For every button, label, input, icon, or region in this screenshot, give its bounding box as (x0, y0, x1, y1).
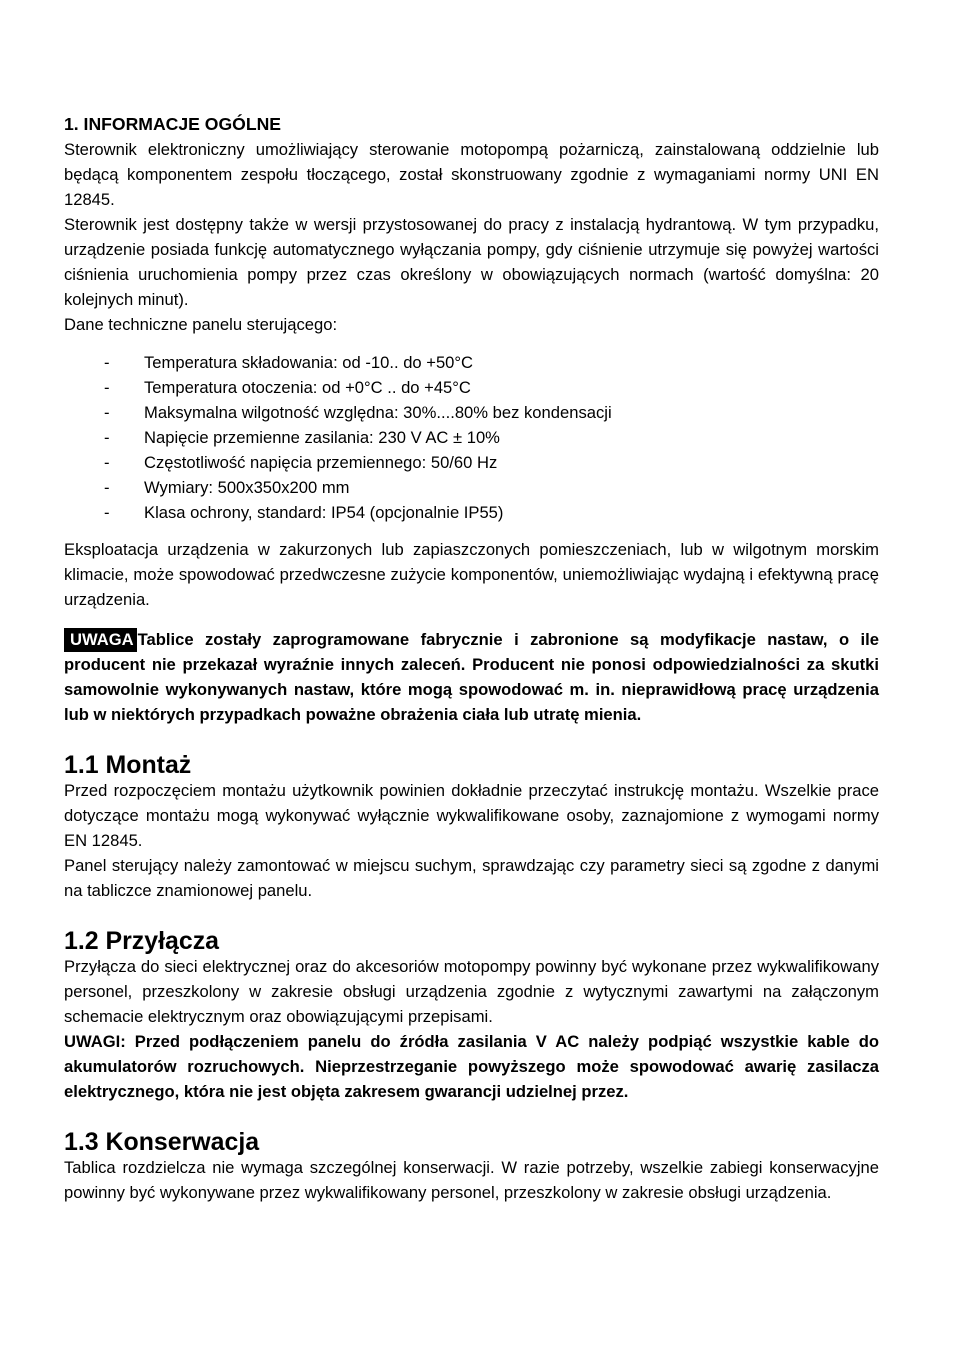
list-bullet: - (104, 503, 110, 522)
spec-text: Napięcie przemienne zasilania: 230 V AC ± 10% (144, 428, 500, 447)
list-bullet: - (104, 453, 110, 472)
spec-text: Maksymalna wilgotność względna: 30%....80% bez kondensacji (144, 403, 612, 422)
spec-text: Temperatura składowania: od -10.. do +50°C (144, 353, 474, 372)
list-item (64, 400, 879, 425)
list-item (64, 375, 879, 400)
warning-badge: UWAGA (64, 628, 137, 652)
list-item (64, 425, 879, 450)
section-1-3-paragraph-1: Tablica rozdzielcza nie wymaga szczególnej konserwacji. W razie potrzeby, wszelkie zabiegi konserwacyjne powinny być wykonywane przez wykwalifikowany personel, przeszkolony w zakresie obsługi urządzenia. (64, 1158, 879, 1202)
warning-notice (64, 627, 879, 727)
list-bullet: - (104, 403, 110, 422)
section-1-2-paragraph-1: Przyłącza do sieci elektrycznej oraz do akcesoriów motopompy powinny być wykonane przez wykwalifikowany personel, przeszkolony w zakresie obsługi urządzenia zgodnie z wytycznymi zawartymi na załączonym schemacie elektrycznym oraz obowiązującymi przepisami. (64, 957, 879, 1026)
warning-text: Tablice zostały zaprogramowane fabrycznie i zabronione są modyfikacje nastaw, o ile producent nie przekazał wyraźnie innych zaleceń. Producent nie ponosi odpowiedzialności za skutki samowolnie wykonywanych nastaw, które mogą spowodować m. in. nieprawidłową pracę urządzenia lub w niektórych przypadkach poważne obrażenia ciała lub utratę mienia. (64, 630, 879, 724)
specs-list (64, 350, 879, 525)
spec-text: Temperatura otoczenia: od +0°C .. do +45°C (144, 378, 471, 397)
spec-text: Częstotliwość napięcia przemiennego: 50/60 Hz (144, 453, 498, 472)
section-1-1-title: 1.1 Montaż (64, 751, 192, 779)
list-bullet: - (104, 378, 110, 397)
section-1-paragraph-2: Sterownik jest dostępny także w wersji przystosowanej do pracy z instalacją hydrantową. W tym przypadku, urządzenie posiada funkcję automatycznego wyłączania pompy, gdy ciśnienie utrzymuje się powyżej wartości ciśnienia uruchomienia pompy przez czas określony w obowiązujących normach (wartość domyślna: 20 kolejnych minut). (64, 215, 879, 309)
list-bullet: - (104, 478, 110, 497)
section-1-paragraph-1: Sterownik elektroniczny umożliwiający sterowanie motopompą pożarniczą, zainstalowaną oddzielnie lub będącą komponentem zespołu tłoczącego, został skonstruowany zgodnie z wymaganiami normy UNI EN 12845. (64, 140, 879, 209)
spec-text: Wymiary: 500x350x200 mm (144, 478, 350, 497)
list-bullet: - (104, 428, 110, 447)
list-item (64, 500, 879, 525)
list-item (64, 475, 879, 500)
section-1-2-title: 1.2 Przyłącza (64, 927, 219, 955)
section-1-1-paragraph-2: Panel sterujący należy zamontować w miejscu suchym, sprawdzając czy parametry sieci są zgodne z danymi na tabliczce znamionowej panelu. (64, 856, 879, 900)
section-1-2-warning: UWAGI: Przed podłączeniem panelu do źródła zasilania V AC należy podpiąć wszystkie kable do akumulatorów rozruchowych. Nieprzestrzeganie powyższego może spowodować awarię zasilacza elektrycznego, która nie jest objęta zakresem gwarancji udzielnej przez. (64, 1032, 879, 1101)
section-1-1-paragraph-1: Przed rozpoczęciem montażu użytkownik powinien dokładnie przeczytać instrukcję montażu. Wszelkie prace dotyczące montażu mogą wykonywać wyłącznie wykwalifikowane osoby, zaznajomione z wymogami normy EN 12845. (64, 781, 879, 850)
specs-intro: Dane techniczne panelu sterującego: (64, 315, 338, 334)
section-1-paragraph-3: Eksploatacja urządzenia w zakurzonych lub zapiaszczonych pomieszczeniach, lub w wilgotnym morskim klimacie, może spowodować przedwczesne zużycie komponentów, uniemożliwiając wydajną i efektywną pracę urządzenia. (64, 540, 879, 609)
list-bullet: - (104, 353, 110, 372)
section-1-title: 1. INFORMACJE OGÓLNE (64, 114, 282, 134)
list-item (64, 450, 879, 475)
spec-text: Klasa ochrony, standard: IP54 (opcjonalnie IP55) (144, 503, 504, 522)
list-item (64, 350, 879, 375)
section-1-3-title: 1.3 Konserwacja (64, 1128, 260, 1156)
